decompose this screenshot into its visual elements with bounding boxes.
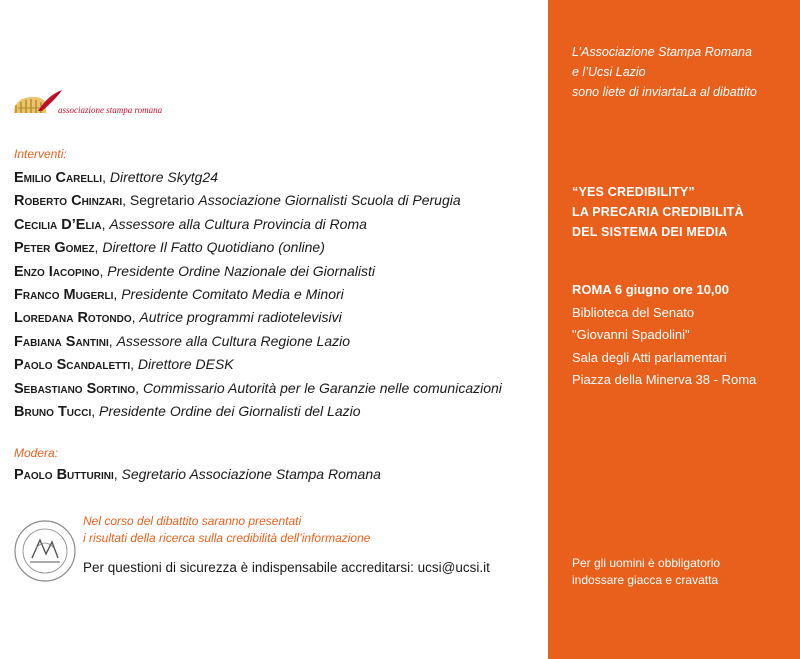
speaker-item: Enzo Iacopino, Presidente Ordine Nazionale dei Giornalisti (14, 262, 375, 280)
speaker-item: Loredana Rotondo, Autrice programmi radiotelevisivi (14, 309, 342, 327)
dress-code: Per gli uomini è obbligatorio indossare giacca e cravatta (572, 556, 721, 587)
speaker-item: Emilio Carelli, Direttore Skytg24 (14, 169, 219, 186)
research-note: Nel corso del dibattito saranno presentati i risultati della ricerca sulla credibilità dell’informazione (83, 514, 371, 545)
speaker-name: Franco Mugerli (14, 286, 114, 303)
speaker-name: Emilio Carelli (14, 170, 103, 186)
colosseum-quill-icon (12, 89, 64, 117)
invitation-text: L’Associazione Stampa Romana e l’Ucsi Lazio sono liete di inviartaLa al dibattito (572, 45, 757, 99)
modera-label: Modera: (14, 446, 59, 460)
speaker-name: Loredana Rotondo (14, 310, 132, 327)
speaker-item: Sebastiano Sortino, Commissario Autorità per le Garanzie nelle comunicazioni (14, 379, 502, 397)
speaker-role: Assessore alla Cultura Provincia di Roma (109, 215, 367, 232)
speaker-name: Enzo Iacopino (14, 263, 100, 280)
speaker-role: Associazione Giornalisti Scuola di Perugia (198, 192, 461, 209)
association-logo (12, 89, 162, 117)
speaker-role: Direttore Skytg24 (109, 169, 219, 185)
speaker-item: Peter Gomez, Direttore Il Fatto Quotidiano (online) (14, 239, 325, 257)
speaker-name: Cecilia D’Elia (14, 216, 102, 233)
moderator: Paolo Butturini, Segretario Associazione Stampa Romana (14, 466, 381, 483)
speaker-item: Paolo Scandaletti, Direttore DESK (14, 356, 234, 374)
event-title: “YES CREDIBILITY” LA PRECARIA CREDIBILITÀ DEL SISTEMA DEI MEDIA (572, 185, 744, 239)
right-panel (548, 0, 800, 659)
speaker-name: Fabiana Santini (14, 333, 109, 350)
speaker-item: Bruno Tucci, Presidente Ordine dei Giornalisti del Lazio (14, 402, 361, 420)
speaker-role: Assessore alla Cultura Regione Lazio (116, 332, 351, 349)
speaker-item: Cecilia D’Elia, Assessore alla Cultura Provincia di Roma (14, 215, 367, 233)
speaker-name: Paolo Scandaletti (14, 357, 131, 374)
moderator-name: Paolo Butturini (14, 467, 114, 483)
ucsi-seal-icon (12, 518, 78, 584)
speaker-name: Peter Gomez (14, 240, 95, 257)
interventi-label: Interventi: (14, 147, 67, 161)
speaker-role: Direttore Il Fatto Quotidiano (online) (102, 239, 325, 256)
speaker-item: Roberto Chinzari, Segretario Associazione Giornalisti Scuola di Perugia (14, 192, 461, 210)
speaker-role: Presidente Ordine Nazionale dei Giornalisti (107, 262, 375, 279)
moderator-role: Segretario Associazione Stampa Romana (121, 466, 381, 482)
event-date: ROMA 6 giugno ore 10,00 (572, 282, 729, 297)
speaker-role: Autrice programmi radiotelevisivi (139, 309, 342, 326)
speaker-role: Commissario Autorità per le Garanzie nelle comunicazioni (142, 379, 502, 396)
speaker-name: Sebastiano Sortino (14, 380, 136, 397)
speaker-role: Direttore DESK (137, 356, 234, 373)
speaker-item: Fabiana Santini, Assessore alla Cultura Regione Lazio (14, 332, 351, 350)
speaker-name: Roberto Chinzari (14, 193, 123, 210)
speaker-role: Presidente Ordine dei Giornalisti del Lazio (99, 402, 361, 419)
logo-text: associazione stampa romana (58, 105, 163, 115)
speaker-item: Franco Mugerli, Presidente Comitato Media e Minori (14, 285, 344, 303)
speakers-list (14, 166, 502, 423)
security-notice: Per questioni di sicurezza è indispensabile accreditarsi: ucsi@ucsi.it (83, 560, 490, 575)
speaker-role: Presidente Comitato Media e Minori (121, 285, 344, 302)
speaker-name: Bruno Tucci (14, 403, 92, 420)
event-venue: ROMA 6 giugno ore 10,00 Biblioteca del Senato "Giovanni Spadolini" Sala degli Atti parlamentari Piazza della Minerva 38 - Roma (572, 279, 756, 392)
